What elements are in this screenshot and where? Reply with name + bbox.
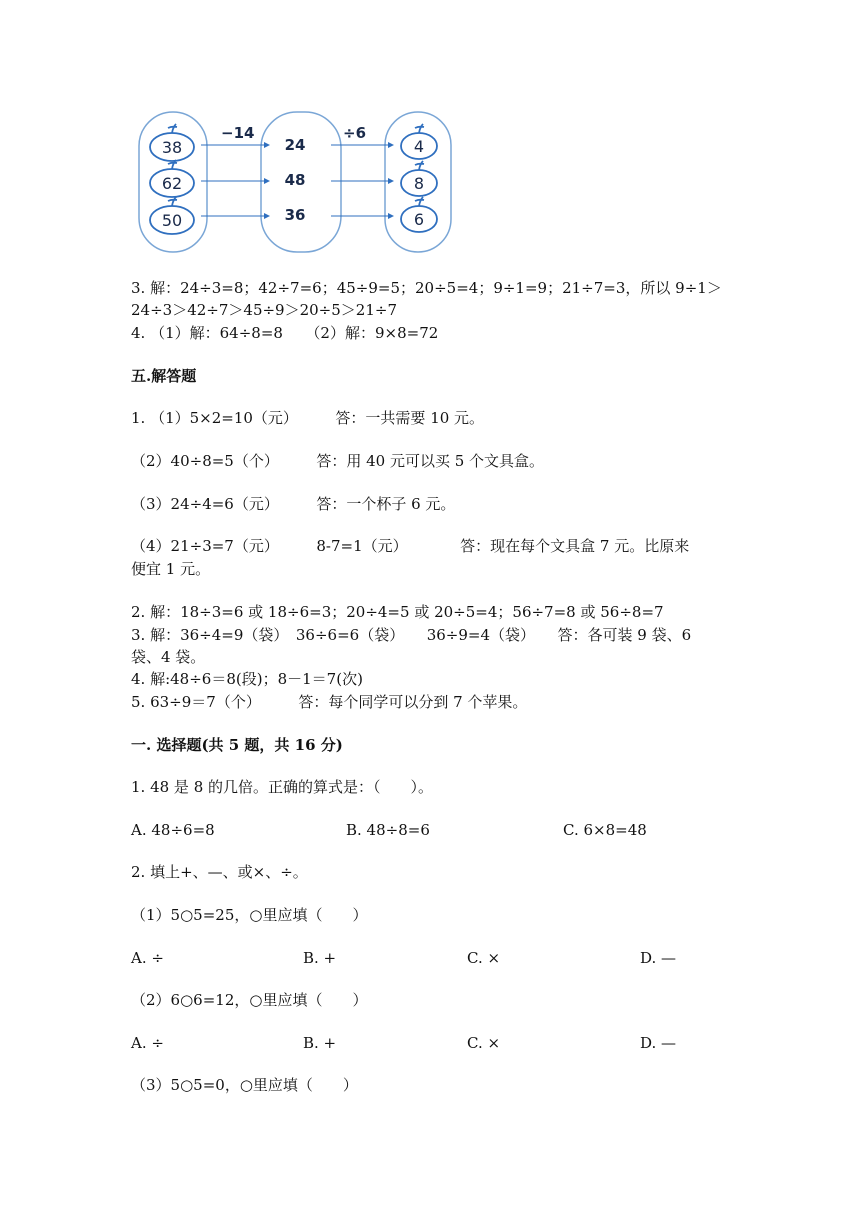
s5-q5: 5. 63÷9＝7（个） 答：每个同学可以分到 7 个苹果。 bbox=[131, 693, 528, 711]
left-apple-1 bbox=[150, 124, 194, 161]
section5-heading: 五.解答题 bbox=[131, 367, 197, 385]
s5-q1-4-line2: 便宜 1 元。 bbox=[131, 560, 211, 578]
s1-q2-1-option-b[interactable]: B. + bbox=[303, 949, 337, 967]
left-apple-3 bbox=[150, 197, 194, 234]
s1-q2: 2. 填上+、—、或×、÷。 bbox=[131, 863, 308, 881]
left-value-1: 38 bbox=[161, 138, 183, 157]
op2-label: ÷6 bbox=[343, 124, 367, 142]
s5-q3-line2: 袋、4 袋。 bbox=[131, 648, 206, 666]
s1-q2-2: （2）6○6=12，○里应填（ ） bbox=[131, 991, 368, 1009]
s5-q1-2: （2）40÷8=5（个） 答：用 40 元可以买 5 个文具盒。 bbox=[131, 452, 545, 470]
left-value-3: 50 bbox=[161, 211, 183, 230]
s5-q3-line1: 3. 解：36÷4=9（袋） 36÷6=6（袋） 36÷9=4（袋） 答：各可装 9 袋、6 bbox=[131, 626, 692, 644]
s1-q2-3: （3）5○5=0，○里应填（ ） bbox=[131, 1076, 358, 1094]
s1-q2-2-option-b[interactable]: B. + bbox=[303, 1034, 337, 1052]
s1-q2-1-option-c[interactable]: C. × bbox=[467, 949, 501, 967]
s1-q1: 1. 48 是 8 的几倍。正确的算式是：（ ）。 bbox=[131, 778, 434, 796]
s5-q1-3: （3）24÷4=6（元） 答：一个杯子 6 元。 bbox=[131, 495, 456, 513]
s1-q2-1: （1）5○5=25，○里应填（ ） bbox=[131, 906, 368, 924]
s1-q2-1-option-a[interactable]: A. ÷ bbox=[131, 949, 164, 967]
s5-q2: 2. 解：18÷3=6 或 18÷6=3；20÷4=5 或 20÷5=4；56÷7=8 或 56÷8=7 bbox=[131, 603, 664, 621]
right-value-2: 8 bbox=[413, 174, 425, 193]
section1-heading: 一. 选择题(共 5 题，共 16 分) bbox=[131, 736, 343, 754]
left-value-2: 62 bbox=[161, 174, 183, 193]
s4-q3-line2: 24÷3＞42÷7＞45÷9＞20÷5＞21÷7 bbox=[131, 301, 397, 319]
s1-q1-option-a[interactable]: A. 48÷6=8 bbox=[131, 821, 215, 839]
s5-q4: 4. 解:48÷6＝8(段)；8－1＝7(次) bbox=[131, 670, 363, 688]
s1-q1-option-c[interactable]: C. 6×8=48 bbox=[563, 821, 647, 839]
op1-label: −14 bbox=[221, 124, 255, 142]
right-apple-2 bbox=[401, 161, 437, 196]
s5-q1-1: 1. （1）5×2=10（元） 答：一共需要 10 元。 bbox=[131, 409, 485, 427]
right-value-1: 4 bbox=[413, 137, 425, 156]
s1-q2-2-option-a[interactable]: A. ÷ bbox=[131, 1034, 164, 1052]
s1-q2-1-option-d[interactable]: D. — bbox=[640, 949, 677, 967]
s4-q3-line1: 3. 解：24÷3=8；42÷7=6；45÷9=5；20÷5=4；9÷1=9；21÷7=3，所以 9÷1＞ bbox=[131, 279, 722, 297]
left-apple-2 bbox=[150, 160, 194, 197]
s1-q1-option-b[interactable]: B. 48÷8=6 bbox=[346, 821, 430, 839]
middle-value-1: 24 bbox=[284, 136, 306, 154]
s1-q2-2-option-d[interactable]: D. — bbox=[640, 1034, 677, 1052]
s1-q2-2-option-c[interactable]: C. × bbox=[467, 1034, 501, 1052]
s4-q4: 4. （1）解：64÷8=8 （2）解：9×8=72 bbox=[131, 324, 439, 342]
right-apple-3 bbox=[401, 197, 437, 232]
matching-diagram bbox=[131, 108, 461, 258]
middle-value-2: 48 bbox=[284, 171, 306, 189]
right-value-3: 6 bbox=[413, 210, 425, 229]
middle-value-3: 36 bbox=[284, 206, 306, 224]
right-apple-1 bbox=[401, 124, 437, 159]
s5-q1-4-line1: （4）21÷3=7（元） 8-7=1（元） 答：现在每个文具盒 7 元。比原来 bbox=[131, 537, 690, 555]
